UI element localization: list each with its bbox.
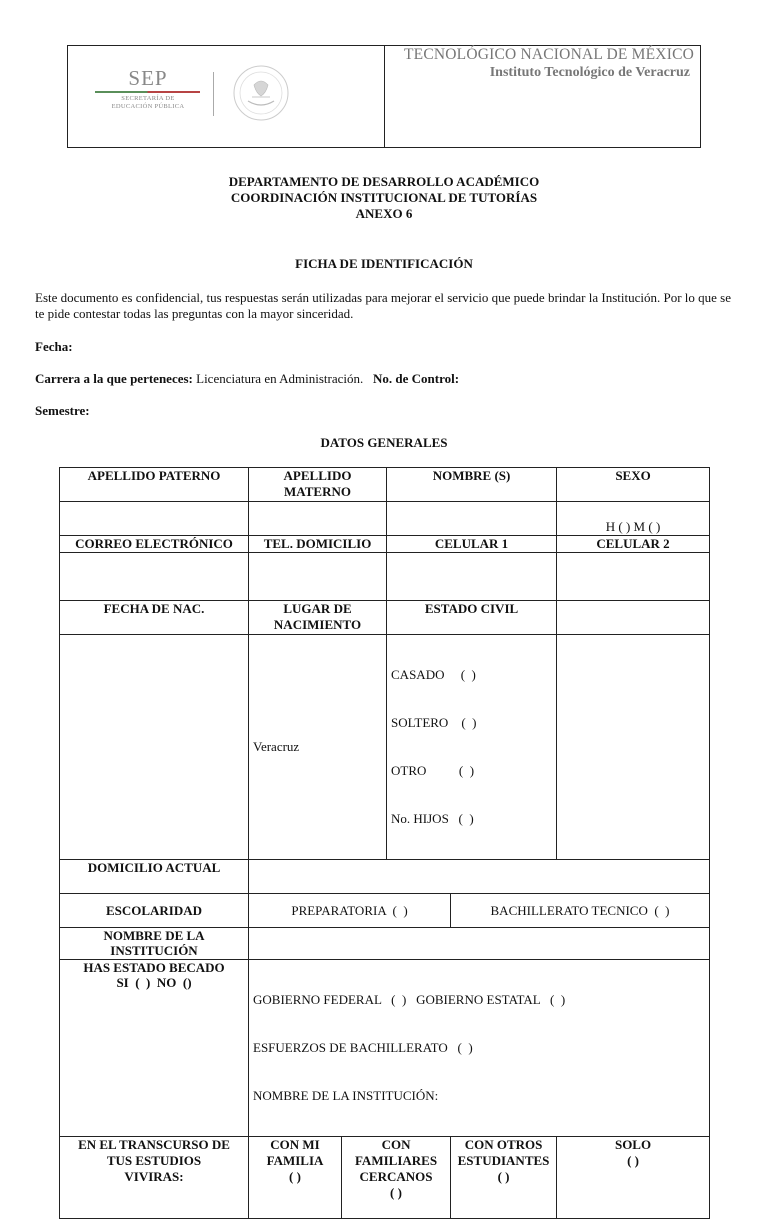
- correo-input[interactable]: [60, 553, 249, 601]
- estado-civil-extra: [557, 601, 710, 635]
- estado-civil-header: ESTADO CIVIL: [387, 601, 557, 635]
- apellido-paterno-header: APELLIDO PATERNO: [60, 468, 249, 502]
- viviras-header: EN EL TRANSCURSO DE TUS ESTUDIOS VIVIRAS:: [60, 1137, 249, 1219]
- lugar-nac-header: LUGAR DE NACIMIENTO: [249, 601, 387, 635]
- fecha-label: Fecha:: [35, 339, 73, 354]
- domicilio-input[interactable]: [249, 860, 710, 894]
- con-familia-box[interactable]: ( ): [289, 1169, 301, 1184]
- form-title: FICHA DE IDENTIFICACIÓN: [295, 256, 473, 271]
- estado-civil-extra-input[interactable]: [557, 635, 710, 860]
- department-title: DEPARTAMENTO DE DESARROLLO ACADÉMICO: [228, 174, 540, 189]
- nombres-input[interactable]: [387, 502, 557, 536]
- sep-logo-sub1: SECRETARÍA DE: [121, 95, 175, 102]
- beca-line1[interactable]: GOBIERNO FEDERAL ( ) GOBIERNO ESTATAL ( ): [253, 992, 566, 1007]
- beca-details[interactable]: [249, 960, 710, 1137]
- esc-preparatoria[interactable]: PREPARATORIA ( ): [249, 894, 451, 928]
- datos-generales-table: [59, 467, 710, 1219]
- sep-logo-rule: [95, 91, 200, 93]
- ec-soltero[interactable]: SOLTERO ( ): [391, 715, 477, 730]
- solo-label: SOLO: [614, 1137, 652, 1152]
- becado-label: HAS ESTADO BECADO: [83, 960, 225, 975]
- tel-domicilio-header: TEL. DOMICILIO: [249, 536, 387, 553]
- institute-name: Instituto Tecnológico de Veracruz: [489, 65, 690, 80]
- solo-box[interactable]: ( ): [627, 1153, 639, 1168]
- nombres-header: NOMBRE (S): [387, 468, 557, 502]
- intro-paragraph: Este documento es confidencial, tus respuestas serán utilizadas para mejorar el servicio que puede brindar la Institución. Por lo que se te pide contestar todas las preguntas con la mayor sinceridad.: [35, 290, 731, 321]
- con-familia-label: CON MI FAMILIA: [266, 1137, 324, 1168]
- carrera-value: Licenciatura en Administración.: [196, 371, 364, 386]
- ec-casado[interactable]: CASADO ( ): [391, 667, 476, 682]
- con-familiares-cell[interactable]: [342, 1137, 451, 1219]
- celular1-header: CELULAR 1: [387, 536, 557, 553]
- becado-options[interactable]: SI ( ) NO (): [116, 975, 192, 990]
- annex-title: ANEXO 6: [355, 206, 413, 221]
- ec-hijos[interactable]: No. HIJOS ( ): [391, 811, 474, 826]
- con-familiares-box[interactable]: ( ): [390, 1185, 402, 1200]
- beca-line3[interactable]: NOMBRE DE LA INSTITUCIÓN:: [253, 1088, 439, 1103]
- semestre-field: [35, 403, 90, 419]
- beca-line2[interactable]: ESFUERZOS DE BACHILLERATO ( ): [253, 1040, 473, 1055]
- carrera-label: Carrera a la que perteneces:: [35, 371, 193, 386]
- mexican-coat-of-arms-seal-icon: [222, 63, 300, 123]
- fecha-nac-input[interactable]: [60, 635, 249, 860]
- sep-logo-sub2: EDUCACIÓN PÚBLICA: [111, 103, 185, 110]
- fecha-field: [35, 339, 73, 355]
- logo-separator: [213, 72, 214, 116]
- apellido-materno-header: APELLIDO MATERNO: [249, 468, 387, 502]
- lugar-nac-input[interactable]: Veracruz: [249, 635, 387, 860]
- correo-header: CORREO ELECTRÓNICO: [60, 536, 249, 553]
- sexo-input[interactable]: H ( ) M ( ): [557, 502, 710, 536]
- con-estudiantes-label: CON OTROS ESTUDIANTES: [457, 1137, 550, 1168]
- fecha-nac-header: FECHA DE NAC.: [60, 601, 249, 635]
- carrera-field: [35, 371, 459, 387]
- estado-civil-options[interactable]: [387, 635, 557, 860]
- coordination-title: COORDINACIÓN INSTITUCIONAL DE TUTORÍAS: [230, 190, 538, 205]
- con-familiares-label: CON FAMILIARES CERCANOS: [354, 1137, 438, 1184]
- con-estudiantes-cell[interactable]: [451, 1137, 557, 1219]
- celular2-header: CELULAR 2: [557, 536, 710, 553]
- tel-domicilio-input[interactable]: [249, 553, 387, 601]
- con-estudiantes-box[interactable]: ( ): [497, 1169, 510, 1184]
- con-familia-cell[interactable]: [249, 1137, 342, 1219]
- control-label: No. de Control:: [373, 371, 460, 386]
- institucion-input[interactable]: [249, 928, 710, 960]
- section-title: DATOS GENERALES: [320, 435, 448, 450]
- solo-cell[interactable]: [557, 1137, 710, 1219]
- celular1-input[interactable]: [387, 553, 557, 601]
- institution-name: TECNOLÓGICO NACIONAL DE MÉXICO: [404, 46, 694, 63]
- institucion-header: NOMBRE DE LA INSTITUCIÓN: [60, 928, 249, 960]
- sexo-header: SEXO: [557, 468, 710, 502]
- esc-bachillerato[interactable]: BACHILLERATO TECNICO ( ): [451, 894, 710, 928]
- celular2-input[interactable]: [557, 553, 710, 601]
- ec-otro[interactable]: OTRO ( ): [391, 763, 475, 778]
- sep-logo-word: SEP: [128, 66, 168, 90]
- apellido-paterno-input[interactable]: [60, 502, 249, 536]
- becado-cell: [60, 960, 249, 1137]
- apellido-materno-input[interactable]: [249, 502, 387, 536]
- escolaridad-header: ESCOLARIDAD: [60, 894, 249, 928]
- semestre-label: Semestre:: [35, 403, 90, 418]
- domicilio-header: DOMICILIO ACTUAL: [60, 860, 249, 894]
